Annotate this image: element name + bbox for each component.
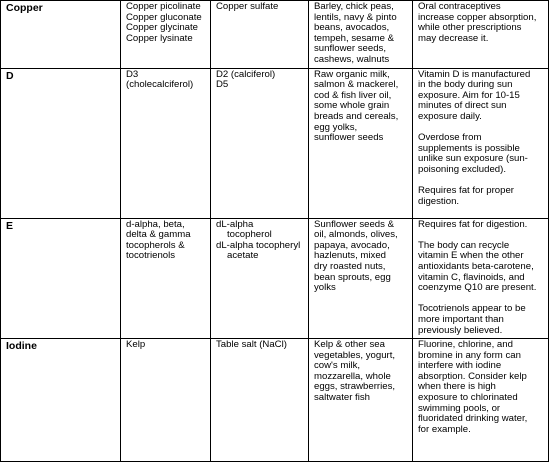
alternate-forms-cell [211,218,309,339]
text-line: increase copper absorption, [418,11,537,23]
text-line: cow's milk, [314,360,361,372]
table-row [1,68,549,218]
text-line: tocopherol [227,229,272,241]
text-line: Barley, chick peas, [314,1,394,12]
food-sources-cell [309,68,413,218]
nutrient-table-body [1,1,549,462]
text-line: dry roasted nuts, [314,260,386,272]
text-line: Oral contraceptives [418,1,501,12]
note-paragraph [418,220,543,231]
table-row [1,218,549,339]
text-line: D3 [126,68,139,80]
note-paragraph [418,70,543,123]
notes-cell [413,218,549,339]
text-line: poisoning excluded). [418,163,507,175]
text-line: Kelp [126,339,146,351]
text-line: The body can recycle [418,239,510,251]
text-line: may decrease it. [418,32,489,44]
text-line: Copper sulfate [216,1,279,12]
text-line: beans, avocados, [314,22,390,34]
note-paragraph [418,241,543,294]
nutrient-name-cell [1,1,121,69]
text-line: (cholecalciferol) [126,79,194,91]
text-line: tocotrienols [126,250,176,262]
text-line: supplements is possible [418,142,520,154]
text-line: D2 (calciferol) [216,68,276,80]
preferred-forms-cell [121,339,211,462]
note-paragraph [418,133,543,175]
text-line: saltwater fish [314,392,370,404]
text-line: exposure. Aim for 10-15 [418,89,520,101]
text-line: delta & gamma [126,229,191,241]
text-line: tempeh, sesame & [314,32,394,44]
food-sources-cell [309,1,413,69]
text-line: Requires fat for digestion. [418,218,528,230]
text-line: hazlenuts, mixed [314,250,386,262]
text-line: sunflower seeds [314,132,384,144]
text-line: sunflower seeds, [314,43,386,55]
text-line: Requires fat for proper [418,185,514,197]
alternate-forms-cell [211,339,309,462]
text-line: d-alpha, beta, [126,218,185,230]
note-paragraph [418,2,543,44]
text-line: swimming pools, or [418,402,501,414]
text-line: bean sprouts, egg [314,271,391,283]
note-paragraph [418,186,543,207]
nutrient-name-cell [1,218,121,339]
text-line: in the body during sun [418,79,513,91]
text-line: Fluorine, chlorine, and [418,339,513,351]
food-sources-cell [309,339,413,462]
text-line: for example. [418,423,471,435]
text-line: while other prescriptions [418,22,522,34]
nutrient-name: E [6,219,14,232]
text-line: oil, almonds, olives, [314,229,398,241]
text-line: acetate [227,250,259,262]
text-line: exposure to chlorinated [418,392,518,404]
text-line: interfere with iodine [418,360,502,372]
text-line: yolks [314,282,336,294]
text-line: fluoridated drinking water, [418,413,528,425]
text-line: minutes of direct sun [418,100,507,112]
notes-cell [413,339,549,462]
nutrient-name: Copper [6,2,43,14]
text-line: eggs, strawberries, [314,381,396,393]
text-line: Sunflower seeds & [314,218,394,230]
text-line: digestion. [418,195,460,207]
text-line: Copper glycinate [126,22,198,34]
preferred-forms-cell [121,1,211,69]
nutrient-name: D [6,69,14,82]
nutrient-name-cell [1,339,121,462]
text-line: cod & fish liver oil, [314,89,392,101]
text-line: cashews, walnuts [314,53,390,65]
text-line: tocopherols & [126,239,185,251]
text-line: Copper picolinate [126,1,201,12]
food-sources-cell [309,218,413,339]
table-row [1,339,549,462]
preferred-forms-cell [121,68,211,218]
nutrient-name-cell [1,68,121,218]
text-line: absorption. Consider kelp [418,370,527,382]
text-line: coenzyme Q10 are present. [418,282,537,294]
text-line: when there is high [418,381,496,393]
alternate-forms-cell [211,68,309,218]
text-line: unlike sun exposure (sun- [418,153,528,165]
preferred-forms-cell [121,218,211,339]
text-line: some whole grain [314,100,390,112]
text-line: dL-alpha tocopheryl [216,239,301,251]
text-line: vitamin C, flavinoids, and [418,271,525,283]
note-paragraph [418,340,543,435]
text-line: antioxidants beta-carotene, [418,260,534,272]
text-line: breads and cereals, [314,110,399,122]
notes-cell [413,1,549,69]
text-line: Kelp & other sea [314,339,385,351]
text-line: vitamin E when the other [418,250,524,262]
nutrient-name: Iodine [6,340,37,353]
text-line: D5 [216,79,229,91]
text-line: vegetables, yogurt, [314,349,396,361]
text-line: egg yolks, [314,121,358,133]
text-line: Copper lysinate [126,32,193,44]
alternate-forms-cell [211,1,309,69]
text-line: more important than [418,313,504,325]
text-line: bromine in any form can [418,349,521,361]
text-line: Overdose from [418,132,482,144]
text-line: papaya, avocado, [314,239,390,251]
note-paragraph [418,304,543,336]
text-line: Copper gluconate [126,11,202,23]
text-line: Vitamin D is manufactured [418,68,531,80]
text-line: lentils, navy & pinto [314,11,397,23]
text-line: mozzarella, whole [314,370,391,382]
table-row [1,1,549,69]
text-line: Table salt (NaCl) [216,339,287,351]
text-line: exposure daily. [418,110,482,122]
text-line: salmon & mackerel, [314,79,399,91]
text-line: dL-alpha [216,218,254,230]
notes-cell [413,68,549,218]
text-line: Tocotrienols appear to be [418,303,526,315]
text-line: previously believed. [418,324,503,336]
text-line: Raw organic milk, [314,68,390,80]
